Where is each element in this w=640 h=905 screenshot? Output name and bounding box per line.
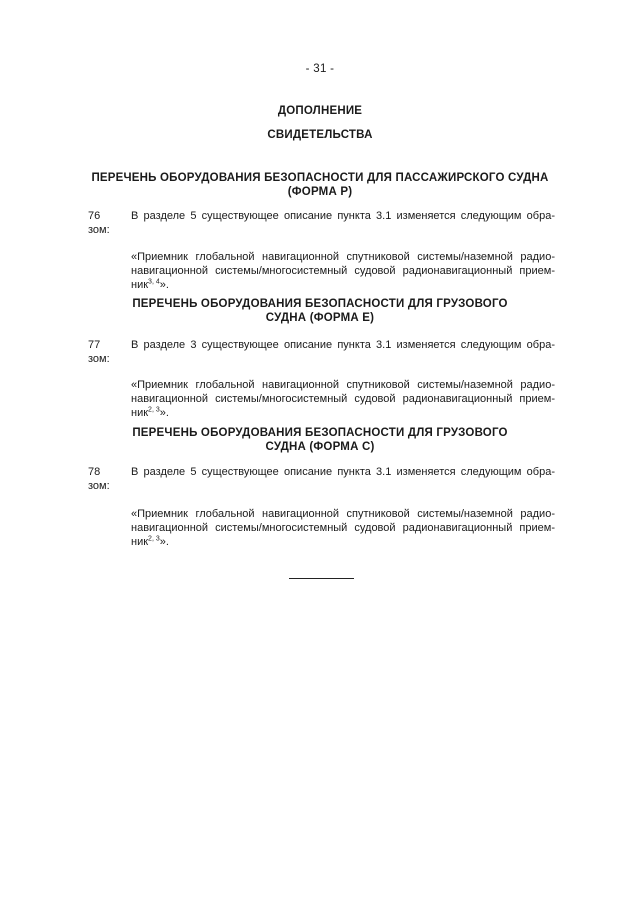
section-heading-line: ПЕРЕЧЕНЬ ОБОРУДОВАНИЯ БЕЗОПАСНОСТИ ДЛЯ ПАССАЖИРСКОГО СУДНА xyxy=(91,172,549,184)
paragraph-instruction: В разделе 3 существующее описание пункта 3.1 изменяется следующим обра- xyxy=(131,339,555,351)
section-heading-line: СУДНА (ФОРМА C) xyxy=(265,441,375,453)
quote-last-word: ник xyxy=(131,279,149,291)
quote-line: «Приемник глобальной навигационной спутниковой системы/наземной радио- xyxy=(131,508,555,520)
paragraph-number: 77 xyxy=(88,339,101,351)
quote-line: «Приемник глобальной навигационной спутниковой системы/наземной радио- xyxy=(131,379,555,391)
quote-close: ». xyxy=(159,279,169,291)
paragraph-instruction-end: зом: xyxy=(88,353,110,365)
section-heading-line: (ФОРМА P) xyxy=(287,186,353,198)
quote-last-word: ник xyxy=(131,536,149,548)
quoted-amendment xyxy=(131,250,555,292)
end-of-document-rule xyxy=(289,578,354,579)
quote-close: ». xyxy=(159,536,169,548)
quote-last-line xyxy=(131,278,555,292)
quote-line: навигационной системы/многосистемный судовой радионавигационный прием- xyxy=(131,522,555,534)
quote-line: навигационной системы/многосистемный судовой радионавигационный прием- xyxy=(131,393,555,405)
section-heading-line: ПЕРЕЧЕНЬ ОБОРУДОВАНИЯ БЕЗОПАСНОСТИ ДЛЯ ГРУЗОВОГО xyxy=(132,427,508,439)
section-heading-cargo-e xyxy=(60,297,580,325)
paragraph-instruction-end: зом: xyxy=(88,224,110,236)
quote-last-line xyxy=(131,535,555,549)
paragraph-instruction: В разделе 5 существующее описание пункта 3.1 изменяется следующим обра- xyxy=(131,210,555,222)
quote-last-line xyxy=(131,406,555,420)
paragraph-instruction-end: зом: xyxy=(88,480,110,492)
paragraph-instruction: В разделе 5 существующее описание пункта 3.1 изменяется следующим обра- xyxy=(131,466,555,478)
quote-line: навигационной системы/многосистемный судовой радионавигационный прием- xyxy=(131,265,555,277)
quoted-amendment xyxy=(131,378,555,420)
title-line-2: СВИДЕТЕЛЬСТВА xyxy=(267,129,373,141)
quoted-amendment xyxy=(131,507,555,549)
footnote-reference: 3, 4 xyxy=(148,278,160,286)
paragraph-number: 76 xyxy=(88,210,101,222)
section-heading-passenger xyxy=(60,171,580,199)
paragraph-number: 78 xyxy=(88,466,101,478)
quote-line: «Приемник глобальной навигационной спутниковой системы/наземной радио- xyxy=(131,251,555,263)
footnote-reference: 2, 3 xyxy=(148,535,160,543)
quote-last-word: ник xyxy=(131,407,149,419)
page-number: - 31 - xyxy=(305,63,335,75)
quote-close: ». xyxy=(159,407,169,419)
title-line-1: ДОПОЛНЕНИЕ xyxy=(277,105,363,117)
footnote-reference: 2, 3 xyxy=(148,406,160,414)
section-heading-cargo-c xyxy=(60,426,580,454)
section-heading-line: ПЕРЕЧЕНЬ ОБОРУДОВАНИЯ БЕЗОПАСНОСТИ ДЛЯ ГРУЗОВОГО xyxy=(132,298,508,310)
section-heading-line: СУДНА (ФОРМА E) xyxy=(265,312,375,324)
